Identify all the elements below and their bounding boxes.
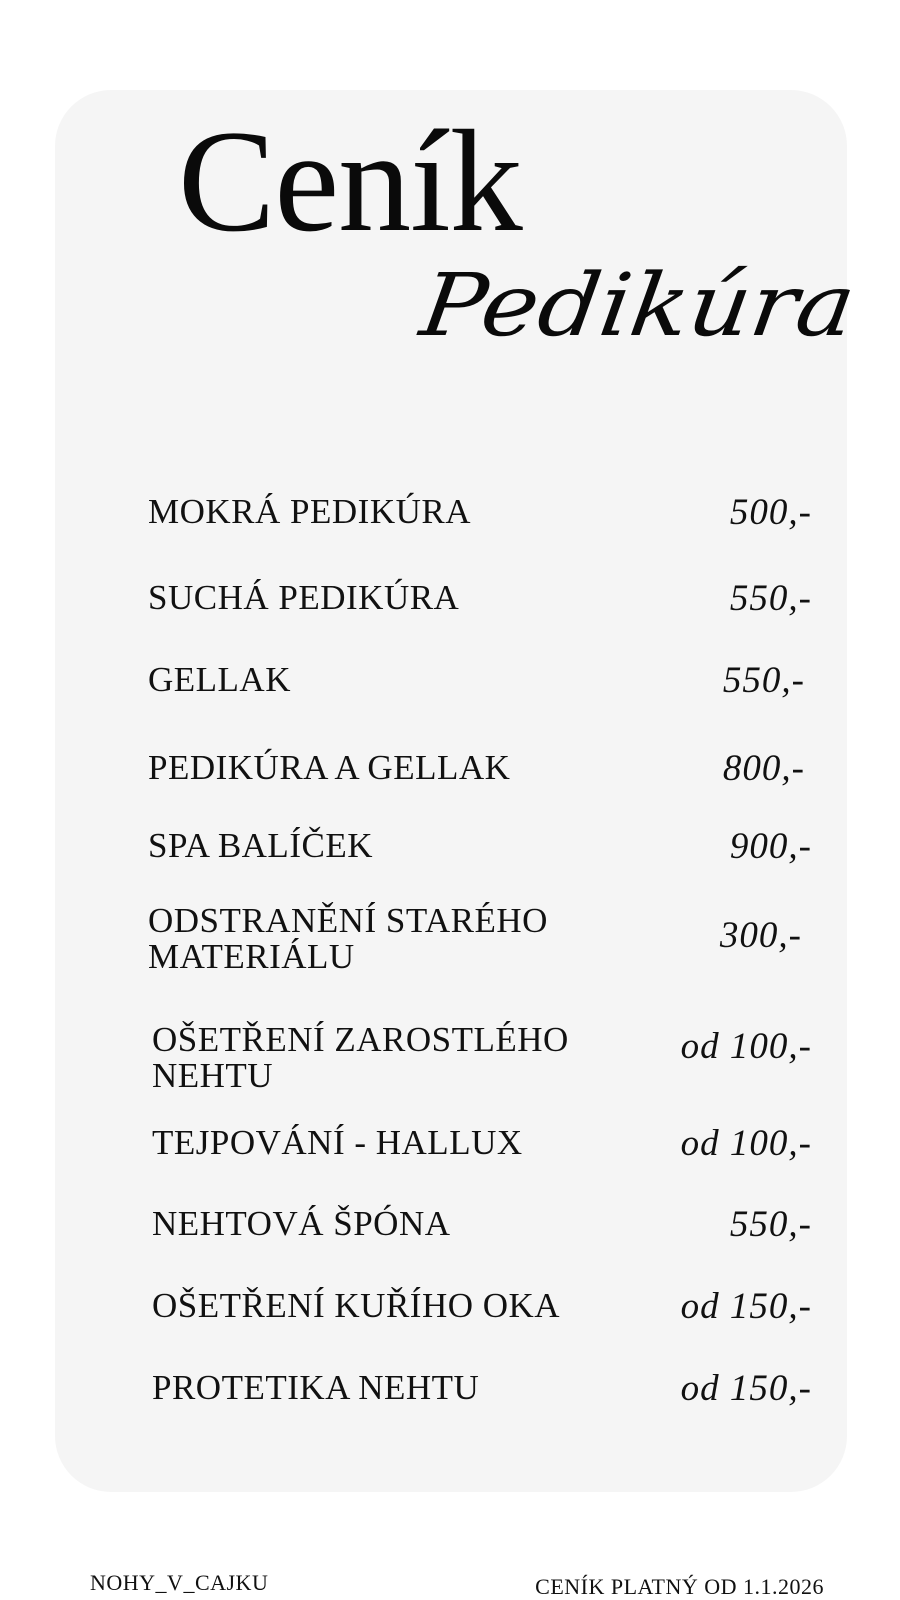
service-price: 550,-: [722, 660, 805, 701]
service-name: OŠETŘENÍ ZAROSTLÉHO NEHTU: [152, 1020, 569, 1095]
service-name: SUCHÁ PEDIKÚRA: [148, 578, 460, 617]
service-price: 550,-: [729, 578, 812, 619]
social-handle: NOHY_V_CAJKU: [90, 1570, 269, 1595]
service-name: ODSTRANĚNÍ STARÉHO MATERIÁLU: [148, 901, 548, 976]
service-name: SPA BALÍČEK: [148, 826, 373, 865]
service-price: od 150,-: [680, 1286, 812, 1327]
service-name: MOKRÁ PEDIKÚRA: [148, 492, 471, 531]
page-title: Ceník: [178, 100, 522, 262]
service-name: NEHTOVÁ ŠPÓNA: [152, 1204, 451, 1243]
service-price: 500,-: [729, 492, 812, 533]
service-price: od 100,-: [680, 1026, 812, 1067]
service-price: 300,-: [719, 915, 802, 956]
service-name: PEDIKÚRA A GELLAK: [148, 748, 511, 787]
service-price: od 100,-: [680, 1123, 812, 1164]
service-price: 800,-: [722, 748, 805, 789]
service-name: PROTETIKA NEHTU: [152, 1368, 480, 1407]
service-price: 550,-: [729, 1204, 812, 1245]
valid-from-note: CENÍK PLATNÝ OD 1.1.2026: [535, 1574, 824, 1599]
service-price: 900,-: [729, 826, 812, 867]
page-subtitle: Pedikúra: [414, 254, 862, 356]
service-name: TEJPOVÁNÍ - HALLUX: [152, 1123, 523, 1162]
service-price: od 150,-: [680, 1368, 812, 1409]
service-name: GELLAK: [148, 660, 291, 699]
service-name: OŠETŘENÍ KUŘÍHO OKA: [152, 1286, 561, 1325]
